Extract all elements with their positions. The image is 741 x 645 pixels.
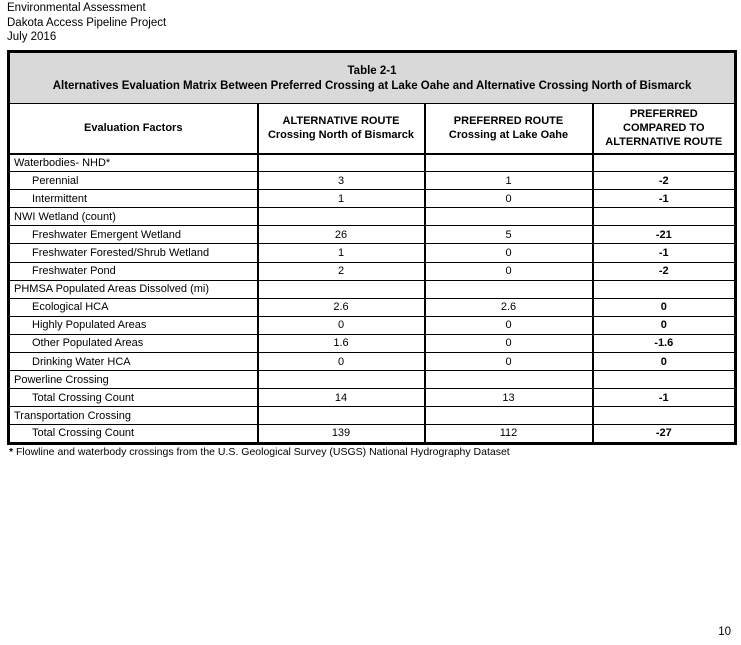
preferred-value-cell	[425, 371, 593, 389]
alternative-value-cell: 0	[258, 316, 425, 334]
difference-value-cell	[593, 371, 736, 389]
difference-value-cell: -21	[593, 226, 736, 244]
preferred-value-cell: 0	[425, 334, 593, 352]
alternative-value-cell: 14	[258, 389, 425, 407]
alternative-value-cell: 0	[258, 353, 425, 371]
column-header-label: Evaluation Factors	[84, 122, 183, 135]
factor-cell: Transportation Crossing	[9, 407, 258, 425]
section-row	[9, 154, 736, 172]
factor-cell: Ecological HCA	[9, 298, 258, 316]
data-row	[9, 190, 736, 208]
table-footnote	[9, 446, 510, 458]
factor-cell: Total Crossing Count	[9, 389, 258, 407]
column-header-label: PREFERRED ROUTE	[453, 115, 564, 128]
difference-value-cell	[593, 407, 736, 425]
data-row	[9, 334, 736, 352]
factor-cell: PHMSA Populated Areas Dissolved (mi)	[9, 280, 258, 298]
difference-value-cell: -1.6	[593, 334, 736, 352]
difference-value-cell: -27	[593, 425, 736, 443]
difference-value-cell: 0	[593, 353, 736, 371]
column-header-preferred-compared	[593, 104, 736, 154]
document-header-line-3: July 2016	[7, 31, 57, 44]
difference-value-cell	[593, 280, 736, 298]
alternative-value-cell	[258, 280, 425, 298]
table-title	[9, 52, 736, 104]
column-header-preferred-route	[425, 104, 593, 154]
data-row	[9, 172, 736, 190]
preferred-value-cell	[425, 407, 593, 425]
page-number: 10	[718, 626, 731, 638]
table-body	[9, 154, 736, 444]
preferred-value-cell: 0	[425, 262, 593, 280]
alternative-value-cell: 2	[258, 262, 425, 280]
preferred-value-cell	[425, 280, 593, 298]
document-header	[7, 1, 166, 45]
alternative-value-cell: 3	[258, 172, 425, 190]
difference-value-cell	[593, 208, 736, 226]
section-row	[9, 371, 736, 389]
table-title-text: Alternatives Evaluation Matrix Between Preferred Crossing at Lake Oahe and Alternative Crossing North of Bismarck	[52, 79, 692, 92]
data-row	[9, 389, 736, 407]
factor-cell: Waterbodies- NHD*	[9, 154, 258, 172]
document-header-line-1: Environmental Assessment	[7, 2, 146, 14]
preferred-value-cell: 5	[425, 226, 593, 244]
section-row	[9, 280, 736, 298]
alternative-value-cell: 1.6	[258, 334, 425, 352]
preferred-value-cell: 0	[425, 353, 593, 371]
alternative-value-cell	[258, 407, 425, 425]
column-header-row	[9, 104, 736, 154]
factor-cell: Freshwater Emergent Wetland	[9, 226, 258, 244]
alternative-value-cell: 2.6	[258, 298, 425, 316]
factor-cell: Drinking Water HCA	[9, 353, 258, 371]
difference-value-cell: -1	[593, 389, 736, 407]
preferred-value-cell: 0	[425, 316, 593, 334]
data-row	[9, 353, 736, 371]
difference-value-cell: -1	[593, 244, 736, 262]
column-header-sublabel: Crossing North of Bismarck	[267, 129, 415, 142]
difference-value-cell: -2	[593, 172, 736, 190]
table-title-number: Table 2-1	[347, 64, 397, 77]
preferred-value-cell: 0	[425, 244, 593, 262]
factor-cell: Other Populated Areas	[9, 334, 258, 352]
preferred-value-cell: 2.6	[425, 298, 593, 316]
preferred-value-cell: 0	[425, 190, 593, 208]
data-row	[9, 262, 736, 280]
data-row	[9, 298, 736, 316]
difference-value-cell	[593, 154, 736, 172]
factor-cell: Freshwater Pond	[9, 262, 258, 280]
document-header-line-2: Dakota Access Pipeline Project	[7, 16, 167, 29]
data-row	[9, 226, 736, 244]
column-header-alternative-route	[258, 104, 425, 154]
preferred-value-cell	[425, 154, 593, 172]
section-row	[9, 407, 736, 425]
difference-value-cell: 0	[593, 316, 736, 334]
factor-cell: Powerline Crossing	[9, 371, 258, 389]
alternative-value-cell: 1	[258, 244, 425, 262]
difference-value-cell: 0	[593, 298, 736, 316]
table-title-row	[9, 52, 736, 104]
difference-value-cell: -2	[593, 262, 736, 280]
preferred-value-cell	[425, 208, 593, 226]
alternative-value-cell: 139	[258, 425, 425, 443]
factor-cell: NWI Wetland (count)	[9, 208, 258, 226]
factor-cell: Perennial	[9, 172, 258, 190]
factor-cell: Highly Populated Areas	[9, 316, 258, 334]
column-header-sublabel: Crossing at Lake Oahe	[448, 129, 569, 142]
alternative-value-cell	[258, 208, 425, 226]
footnote-asterisk: *	[9, 446, 14, 458]
alternatives-evaluation-table	[7, 50, 737, 445]
alternative-value-cell: 1	[258, 190, 425, 208]
alternative-value-cell: 26	[258, 226, 425, 244]
footnote-text: Flowline and waterbody crossings from the U.S. Geological Survey (USGS) National Hydrography Dataset	[13, 446, 510, 458]
data-row	[9, 316, 736, 334]
factor-cell: Freshwater Forested/Shrub Wetland	[9, 244, 258, 262]
preferred-value-cell: 13	[425, 389, 593, 407]
factor-cell: Intermittent	[9, 190, 258, 208]
data-row	[9, 425, 736, 443]
preferred-value-cell: 1	[425, 172, 593, 190]
section-row	[9, 208, 736, 226]
data-row	[9, 244, 736, 262]
alternative-value-cell	[258, 371, 425, 389]
factor-cell: Total Crossing Count	[9, 425, 258, 443]
column-header-label: PREFERRED COMPARED TO ALTERNATIVE ROUTE	[605, 108, 723, 149]
column-header-label: ALTERNATIVE ROUTE	[282, 115, 400, 128]
alternative-value-cell	[258, 154, 425, 172]
difference-value-cell: -1	[593, 190, 736, 208]
column-header-evaluation-factors	[9, 104, 258, 154]
preferred-value-cell: 112	[425, 425, 593, 443]
